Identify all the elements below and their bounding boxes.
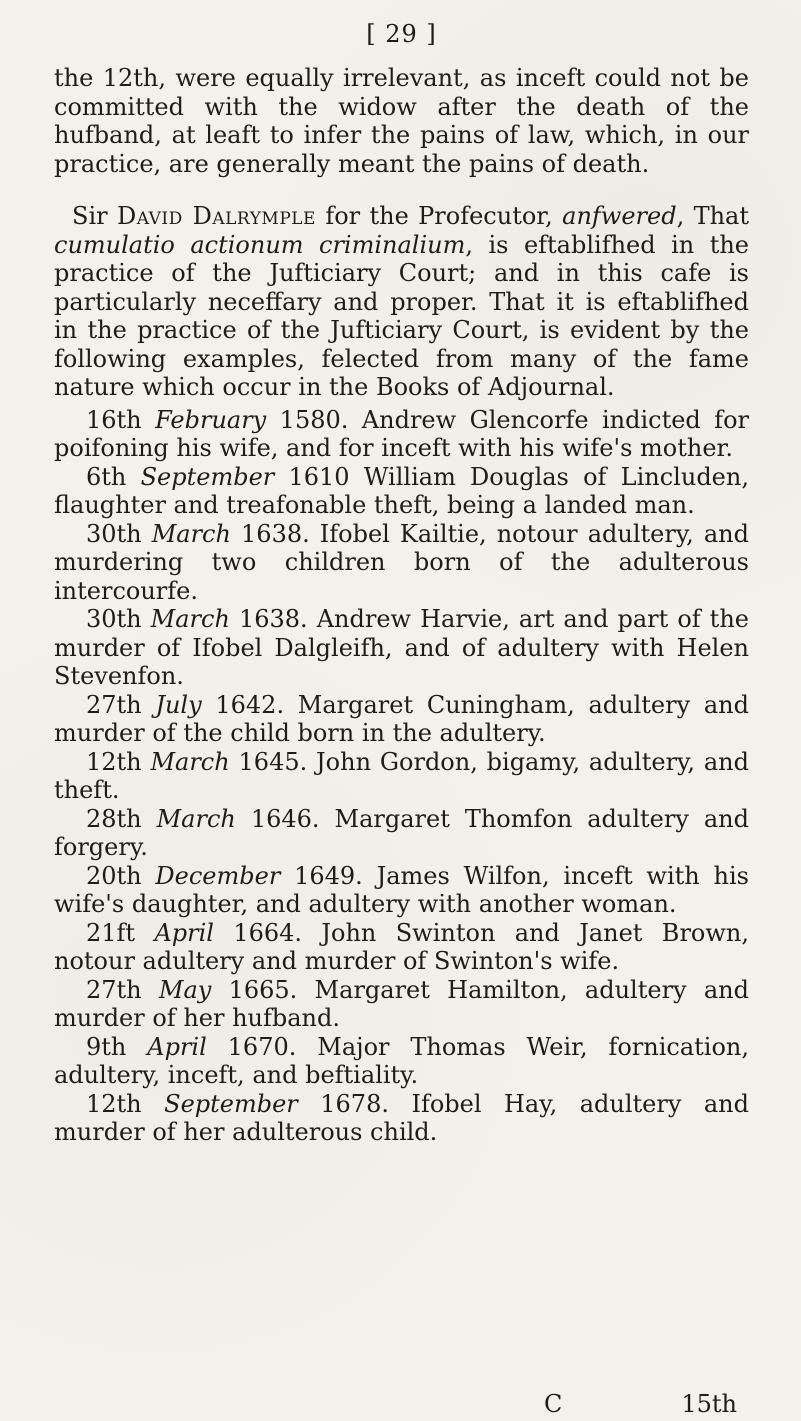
list-item: 28th March 1646. Margaret Thomfon adultery and forgery. bbox=[54, 804, 750, 861]
speech-rest: , is eftablifhed in the practice of the Jufticiary Court; and in this cafe is particularly neceffary and proper. That it is eftablifhed in the practice of the Jufticiary Court, is evident by the following examples, felected from many of the fame nature which occur in the Books of Adjournal. bbox=[54, 230, 750, 401]
list-item: 16th February 1580. Andrew Glencorfe indicted for poifoning his wife, and for inceft with his wife's mother. bbox=[54, 405, 749, 462]
list-item: 30th March 1638. Ifobel Kailtie, notour adultery, and murdering two children born of the adulterous intercourfe. bbox=[54, 519, 749, 605]
adjournal-entries-list bbox=[54, 406, 749, 1147]
list-item: 12th March 1645. John Gordon, bigamy, adultery, and theft. bbox=[54, 747, 749, 804]
list-item: 27th May 1665. Margaret Hamilton, adultery and murder of her hufband. bbox=[54, 975, 749, 1032]
signature-mark: C bbox=[544, 1390, 563, 1418]
list-item: 27th July 1642. Margaret Cuningham, adultery and murder of the child born in the adultery. bbox=[54, 690, 749, 747]
that-word: , That bbox=[676, 202, 749, 230]
list-item: 21ft April 1664. John Swinton and Janet Brown, notour adultery and murder of Swinton's wife. bbox=[54, 918, 749, 975]
opening-paragraph: the 12th, were equally irrelevant, as inceft could not be committed with the widow after the death of the hufband, at leaft to infer the pains of law, which, in our practice, are generally meant the pains of death. bbox=[54, 64, 749, 178]
page-footer bbox=[54, 1389, 749, 1419]
speaker-role: for the Profecutor, bbox=[315, 202, 563, 230]
list-item: 20th December 1649. James Wilfon, inceft with his wife's daughter, and adultery with another woman. bbox=[54, 861, 749, 918]
catchword: 15th bbox=[681, 1390, 737, 1418]
prosecutor-answer-paragraph bbox=[54, 202, 749, 402]
list-item: 12th September 1678. Ifobel Hay, adultery and murder of her adulterous child. bbox=[54, 1089, 749, 1146]
list-item: 30th March 1638. Andrew Harvie, art and part of the murder of Ifobel Dalgleifh, and of adultery with Helen Stevenfon. bbox=[54, 605, 749, 690]
page-number: [ 29 ] bbox=[366, 20, 437, 48]
list-item: 9th April 1670. Major Thomas Weir, fornication, adultery, inceft, and beftiality. bbox=[54, 1032, 749, 1089]
answered-word: anfwered bbox=[562, 202, 677, 230]
latin-phrase: cumulatio actionum criminalium bbox=[54, 230, 466, 259]
speaker-name: David Dalrymple bbox=[116, 202, 316, 230]
speaker-title: Sir bbox=[72, 202, 108, 230]
list-item: 6th September 1610 William Douglas of Lincluden, flaughter and treafonable theft, being a landed man. bbox=[54, 462, 749, 519]
